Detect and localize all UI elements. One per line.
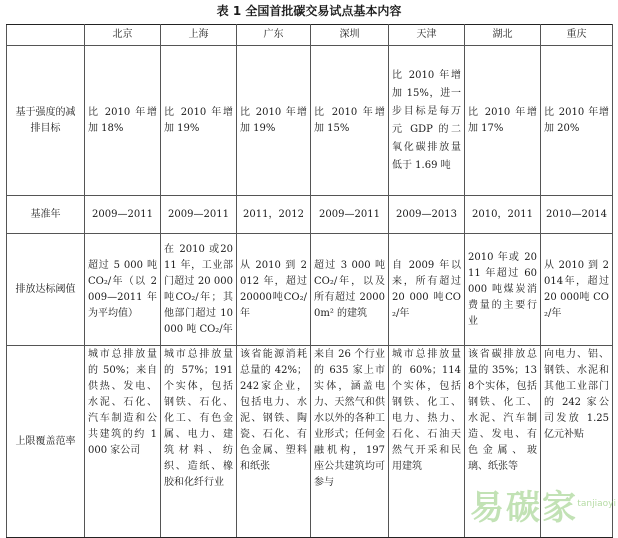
table-row <box>7 46 613 196</box>
header-chongqing: 重庆 <box>541 25 613 46</box>
header-hubei: 湖北 <box>465 25 541 46</box>
row-label-coverage: 上限覆盖范率 <box>7 346 85 538</box>
header-shanghai: 上海 <box>161 25 237 46</box>
cell-coverage-hubei: 该省碳排放总量的 35%；138个实体，包括钢铁、化工、水泥、汽车制造、发电、有色金属、玻璃、纸张等 <box>465 346 541 538</box>
cell-threshold-shanghai: 在 2010 或2011 年，工业部门超过 20 000 吨CO₂/年；其他部门超过 10 000 吨 CO₂/年 <box>161 234 237 346</box>
cell-year-tianjin: 2009—2013 <box>389 196 465 234</box>
row-label-target: 基于强度的减排目标 <box>7 46 85 196</box>
cell-year-hubei: 2010，2011 <box>465 196 541 234</box>
cell-year-beijing: 2009—2011 <box>85 196 161 234</box>
watermark-logo: 易碳家 <box>470 488 578 528</box>
cell-threshold-guangdong: 从 2010 到 2012 年，超过 20000吨CO₂/年 <box>237 234 311 346</box>
cell-year-shenzhen: 2009—2011 <box>311 196 389 234</box>
table-row <box>7 234 613 346</box>
cell-target-shenzhen: 比 2010 年增加 15% <box>311 46 389 196</box>
cell-threshold-beijing: 超过 5 000 吨CO₂/年（以 2009—2011 年为平均值） <box>85 234 161 346</box>
cell-target-guangdong: 比 2010 年增加 19% <box>237 46 311 196</box>
cell-target-hubei: 比 2010 年增加 17% <box>465 46 541 196</box>
cell-target-shanghai: 比 2010 年增加 19% <box>161 46 237 196</box>
cell-coverage-shanghai: 城市总排放量的 57%；191个实体，包括钢铁、石化、化工、有色金属、电力、建筑材料、纺织、造纸、橡胶和化纤行业 <box>161 346 237 538</box>
cell-threshold-shenzhen: 超过 3 000 吨CO₂/年，以及所有超过 20000m² 的建筑 <box>311 234 389 346</box>
row-label-base-year: 基准年 <box>7 196 85 234</box>
cell-coverage-chongqing: 向电力、铝、钢铁、水泥和其他工业部门的 242 家公司发放 1.25 亿元补贴 <box>541 346 613 538</box>
cell-coverage-shenzhen: 来自 26 个行业的 635 家上市实体，涵盖电力、天然气和供水以外的各种工业形式；任何金融机构，197 座公共建筑均可参与 <box>311 346 389 538</box>
watermark-url: tanjiaoyi <box>577 499 616 509</box>
cell-target-chongqing: 比 2010 年增加 20% <box>541 46 613 196</box>
cell-year-guangdong: 2011，2012 <box>237 196 311 234</box>
header-guangdong: 广东 <box>237 25 311 46</box>
header-corner <box>7 25 85 46</box>
cell-threshold-tianjin: 自 2009 年以来，所有超过 20 000 吨CO₂/年 <box>389 234 465 346</box>
table-title: 表 1 全国首批碳交易试点基本内容 <box>216 4 402 18</box>
cell-year-chongqing: 2010—2014 <box>541 196 613 234</box>
cell-target-beijing: 比 2010 年增加 18% <box>85 46 161 196</box>
cell-coverage-guangdong: 该省能源消耗总量的 42%；242家企业，包括电力、水泥、钢铁、陶瓷、石化、有色金属、塑料和纸张 <box>237 346 311 538</box>
cell-year-shanghai: 2009—2011 <box>161 196 237 234</box>
header-beijing: 北京 <box>85 25 161 46</box>
pilot-table <box>6 24 613 538</box>
cell-target-tianjin: 比 2010 年增加 15%，进一步目标是每万元 GDP 的二氧化碳排放量低于 1.69 吨 <box>389 46 465 196</box>
cell-threshold-hubei: 2010 年或 2011 年超过 60 000 吨煤炭消费量的主要行业 <box>465 234 541 346</box>
cell-coverage-tianjin: 城市总排放量的 60%；114 个实体，包括钢铁、化工、电力、热力、石化、石油天然气开采和民用建筑 <box>389 346 465 538</box>
row-label-threshold: 排放达标阈值 <box>7 234 85 346</box>
header-row <box>7 25 613 46</box>
table-row <box>7 196 613 234</box>
header-tianjin: 天津 <box>389 25 465 46</box>
header-shenzhen: 深圳 <box>311 25 389 46</box>
cell-threshold-chongqing: 从 2010 到 2014年，超过20 000吨 CO₂/年 <box>541 234 613 346</box>
cell-coverage-beijing: 城市总排放量的 50%；来自供热、发电、水泥、石化、汽车制造和公共建筑的约 1 000 家公司 <box>85 346 161 538</box>
